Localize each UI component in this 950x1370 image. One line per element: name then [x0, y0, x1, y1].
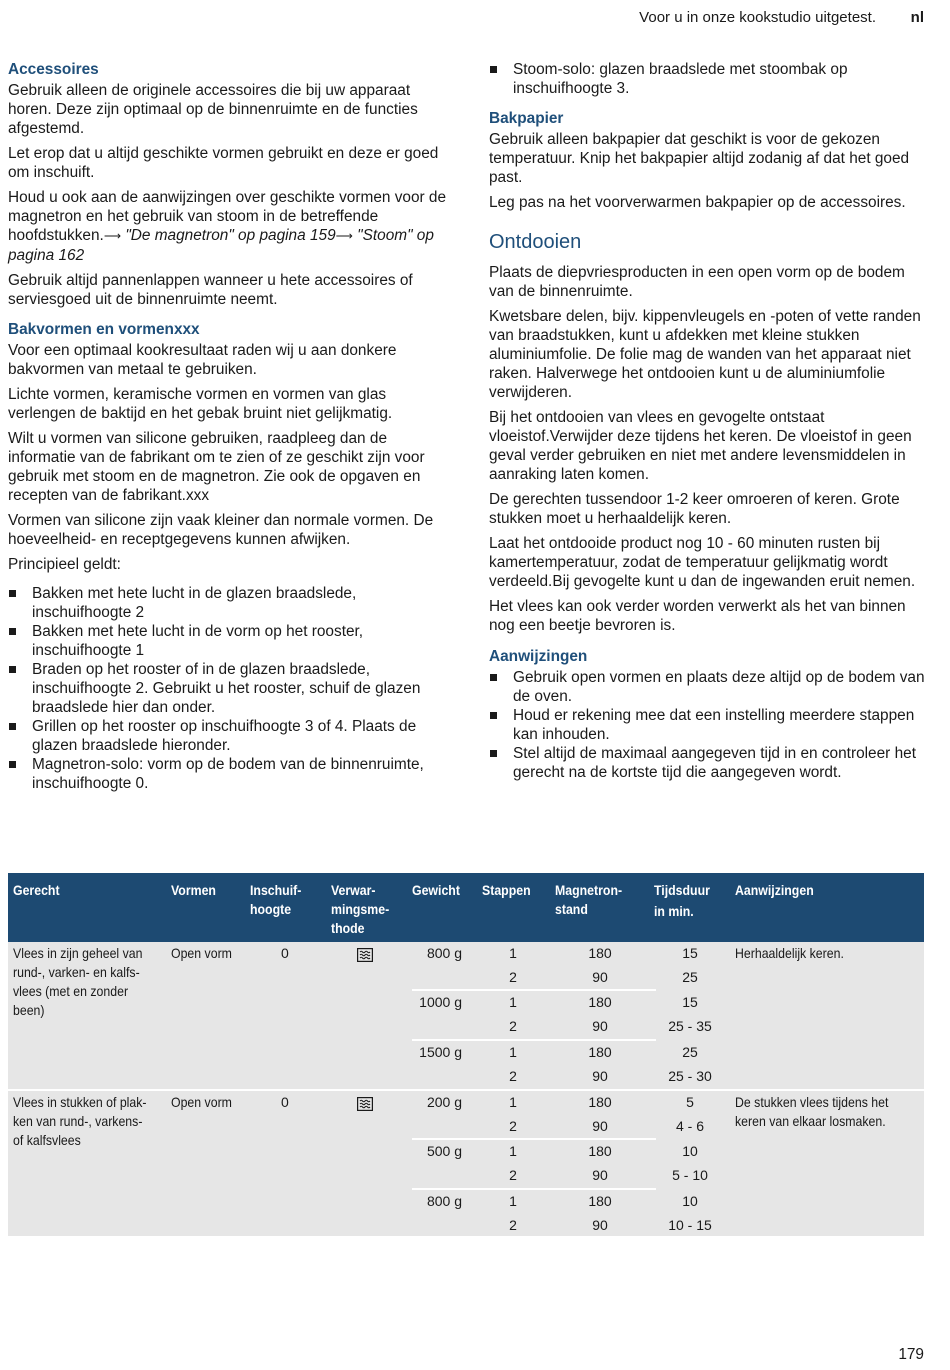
- tijdsduur-cell: 25 - 30: [668, 1068, 712, 1084]
- magnetronstand-cell: 90: [592, 1167, 608, 1183]
- magnetronstand-cell: 90: [592, 1068, 608, 1084]
- list-item: Houd er rekening mee dat een instelling meerdere stappen kan inhouden.: [489, 706, 929, 744]
- tijdsduur-cell: 10: [682, 1193, 698, 1209]
- list-item: Braden op het rooster of in de glazen braadslede, inschuifhoogte 2. Gebruikt u het rooster, schuif de glazen braadslede hier dan onder.: [8, 660, 448, 717]
- stap-cell: 2: [509, 1068, 517, 1084]
- header-verwarmingsmethode: Verwar- mingsme- thode: [331, 882, 390, 936]
- table-row-group: [8, 1089, 924, 1236]
- left-column: [8, 60, 448, 797]
- paragraph: Wilt u vormen van silicone gebruiken, raadpleeg dan de informatie van de fabrikant om te zien of ze geschikt zijn voor gebruik met stoom en de magnetron. Zie ook de opgaven en recepten van de fabrikant.xxx: [8, 430, 425, 504]
- paragraph: Het vlees kan ook verder worden verwerkt als het van binnen nog een beetje bevroren is.: [489, 598, 906, 634]
- bullet-icon: [9, 666, 16, 673]
- defrost-icon: [357, 1097, 373, 1111]
- tijdsduur-cell: 15: [682, 994, 698, 1010]
- gewicht-cell: 800 g: [426, 945, 462, 961]
- bullet-icon: [490, 674, 497, 681]
- row-divider: [412, 989, 656, 991]
- tijdsduur-cell: 25 - 35: [668, 1018, 712, 1034]
- paragraph: Gebruik altijd pannenlappen wanneer u hete accessoires of serviesgoed uit de binnenruimte neemt.: [8, 272, 413, 308]
- paragraph: [8, 188, 448, 265]
- list-item: Bakken met hete lucht in de vorm op het rooster, inschuifhoogte 1: [8, 622, 448, 660]
- stoom-list: [489, 60, 929, 98]
- tijdsduur-cell: 4 - 6: [675, 1118, 704, 1134]
- paragraph: Gebruik alleen bakpapier dat geschikt is voor de gekozen temperatuur. Knip het bakpapier altijd zodanig af dat het goed past.: [489, 131, 910, 186]
- gerecht-cell: Vlees in stukken of plak- ken van rund-, varkens- of kalfsvlees: [13, 1094, 147, 1148]
- stap-cell: 1: [509, 1094, 517, 1110]
- gewicht-cell: 1000 g: [419, 994, 462, 1010]
- page-number: 179: [898, 1346, 924, 1363]
- magnetronstand-cell: 180: [588, 1094, 612, 1110]
- stap-cell: 2: [509, 1018, 517, 1034]
- defrost-icon: [357, 948, 373, 962]
- stap-cell: 2: [509, 1118, 517, 1134]
- stap-cell: 2: [509, 1217, 517, 1233]
- header-magnetronstand: Magnetron- stand: [555, 882, 623, 917]
- magnetronstand-cell: 180: [588, 1044, 612, 1060]
- paragraph: Lichte vormen, keramische vormen en vormen van glas verlengen de baktijd en het gebak bruint niet gelijkmatig.: [8, 386, 393, 422]
- magnetronstand-cell: 180: [588, 1143, 612, 1159]
- stap-cell: 2: [509, 969, 517, 985]
- ontdooien-heading: Ontdooien: [489, 231, 582, 253]
- bullet-icon: [490, 750, 497, 757]
- accessoires-heading: Accessoires: [8, 61, 99, 78]
- bakpapier-heading: Bakpapier: [489, 110, 564, 127]
- list-item: Gebruik open vormen en plaats deze altijd op de bodem van de oven.: [489, 668, 929, 706]
- header-stappen: Stappen: [482, 882, 531, 898]
- table-header: [8, 873, 924, 942]
- arrow-icon: ⟶: [103, 229, 122, 243]
- paragraph: Voor een optimaal kookresultaat raden wij u aan donkere bakvormen van metaal te gebruiken.: [8, 342, 397, 378]
- tijdsduur-cell: 10: [682, 1143, 698, 1159]
- defrost-table: [8, 873, 924, 1236]
- stap-cell: 1: [509, 945, 517, 961]
- magnetronstand-cell: 180: [588, 994, 612, 1010]
- paragraph: Principieel geldt:: [8, 556, 121, 573]
- paragraph: Plaats de diepvriesproducten in een open vorm op de bodem van de binnenruimte.: [489, 264, 905, 300]
- list-item: Bakken met hete lucht in de glazen braadslede, inschuifhoogte 2: [8, 584, 448, 622]
- cross-reference-link[interactable]: "Stoom" op pagina 162: [8, 227, 434, 264]
- stap-cell: 1: [509, 1044, 517, 1060]
- tijdsduur-cell: 25: [682, 969, 698, 985]
- row-divider: [412, 1138, 656, 1140]
- magnetronstand-cell: 90: [592, 1118, 608, 1134]
- gerecht-cell: Vlees in zijn geheel van rund-, varken- en kalfs- vlees (met en zonder been): [13, 945, 143, 1018]
- inschuifhoogte-cell: 0: [281, 1094, 289, 1110]
- paragraph: Vormen van silicone zijn vaak kleiner dan normale vormen. De hoeveelheid- en receptgegevens kunnen afwijken.: [8, 512, 434, 548]
- paragraph: De gerechten tussendoor 1-2 keer omroeren of keren. Grote stukken moet u herhaaldelijk keren.: [489, 491, 900, 527]
- list-item: Stel altijd de maximaal aangegeven tijd in en controleer het gerecht na de kortste tijd die aangegeven wordt.: [489, 744, 929, 782]
- paragraph-text: Houd u ook aan de aanwijzingen over geschikte vormen voor de magnetron en het gebruik van stoom in de betreffende hoofdstukken.: [8, 189, 447, 244]
- magnetronstand-cell: 180: [588, 1193, 612, 1209]
- bullet-icon: [9, 628, 16, 635]
- magnetronstand-cell: 180: [588, 945, 612, 961]
- header-aanwijzingen: Aanwijzingen: [735, 882, 814, 898]
- stap-cell: 1: [509, 1143, 517, 1159]
- paragraph: Let erop dat u altijd geschikte vormen gebruikt en deze er goed om inschuift.: [8, 145, 439, 181]
- bullet-icon: [9, 761, 16, 768]
- tijdsduur-cell: 5 - 10: [672, 1167, 708, 1183]
- tijdsduur-cell: 10 - 15: [668, 1217, 712, 1233]
- gewicht-cell: 1500 g: [419, 1044, 462, 1060]
- stap-cell: 1: [509, 1193, 517, 1209]
- gewicht-cell: 800 g: [426, 1193, 462, 1209]
- magnetronstand-cell: 90: [592, 969, 608, 985]
- header-vormen: Vormen: [171, 882, 216, 898]
- row-divider: [412, 1188, 656, 1190]
- right-column: [489, 60, 929, 786]
- header-gerecht: Gerecht: [13, 882, 60, 898]
- inschuifhoogte-cell: 0: [281, 945, 289, 961]
- aanwijzingen-heading: Aanwijzingen: [489, 648, 588, 665]
- tijdsduur-cell: 5: [686, 1094, 694, 1110]
- aanwijzingen-list: [489, 668, 929, 782]
- stap-cell: 2: [509, 1167, 517, 1183]
- vormen-cell: Open vorm: [171, 1094, 232, 1110]
- header-tijdsduur: Tijdsduur in min.: [654, 882, 710, 919]
- arrow-icon: ⟶: [335, 229, 353, 243]
- tijdsduur-cell: 15: [682, 945, 698, 961]
- list-item: Grillen op het rooster op inschuifhoogte 3 of 4. Plaats de glazen braadslede hieronder.: [8, 717, 448, 755]
- header-language: nl: [910, 9, 924, 26]
- bakvormen-heading: Bakvormen en vormenxxx: [8, 321, 200, 338]
- paragraph: Gebruik alleen de originele accessoires die bij uw apparaat horen. Deze zijn optimaal op de binnenruimte en de functies afgestemd.: [8, 82, 418, 137]
- bullet-icon: [490, 712, 497, 719]
- gewicht-cell: 200 g: [426, 1094, 462, 1110]
- bakvormen-list: [8, 584, 448, 793]
- paragraph: Bij het ontdooien van vlees en gevogelte ontstaat vloeistof.Verwijder deze tijdens het keren. De vloeistof in geen geval verder gebruiken en niet met andere levensmiddelen in aanraking laten komen.: [489, 409, 912, 483]
- table-row-group: [8, 942, 924, 1089]
- gewicht-cell: 500 g: [426, 1143, 462, 1159]
- vormen-cell: Open vorm: [171, 945, 232, 961]
- aanwijzing-cell: De stukken vlees tijdens het keren van elkaar losmaken.: [735, 1094, 889, 1129]
- magnetronstand-cell: 90: [592, 1217, 608, 1233]
- page-header: [0, 8, 950, 28]
- row-divider: [412, 1039, 656, 1041]
- paragraph: Leg pas na het voorverwarmen bakpapier op de accessoires.: [489, 194, 906, 211]
- header-gewicht: Gewicht: [412, 882, 460, 898]
- paragraph: Kwetsbare delen, bijv. kippenvleugels en -poten of vette randen van braadstukken, kunt u afdekken met kleine stukken aluminiumfolie. De folie mag de wanden van het apparaat niet raken. Halverwege het ontdooien kunt u de aluminiumfolie verwijderen.: [489, 308, 921, 401]
- tijdsduur-cell: 25: [682, 1044, 698, 1060]
- bullet-icon: [9, 723, 16, 730]
- list-item: Magnetron-solo: vorm op de bodem van de binnenruimte, inschuifhoogte 0.: [8, 755, 448, 793]
- cross-reference-link[interactable]: "De magnetron" op pagina 159: [125, 227, 336, 244]
- bullet-icon: [9, 590, 16, 597]
- list-item: Stoom-solo: glazen braadslede met stoombak op inschuifhoogte 3.: [489, 60, 929, 98]
- aanwijzing-cell: Herhaaldelijk keren.: [735, 945, 844, 961]
- bullet-icon: [490, 66, 497, 73]
- header-title: Voor u in onze kookstudio uitgetest.: [639, 9, 876, 26]
- stap-cell: 1: [509, 994, 517, 1010]
- paragraph: Laat het ontdooide product nog 10 - 60 minuten rusten bij kamertemperatuur, zodat de temperatuur gelijkmatig wordt verdeeld.Bij gevogelte kunt u dan de ingewanden eruit nemen.: [489, 535, 916, 590]
- magnetronstand-cell: 90: [592, 1018, 608, 1034]
- header-inschuifhoogte: Inschuif- hoogte: [250, 882, 302, 917]
